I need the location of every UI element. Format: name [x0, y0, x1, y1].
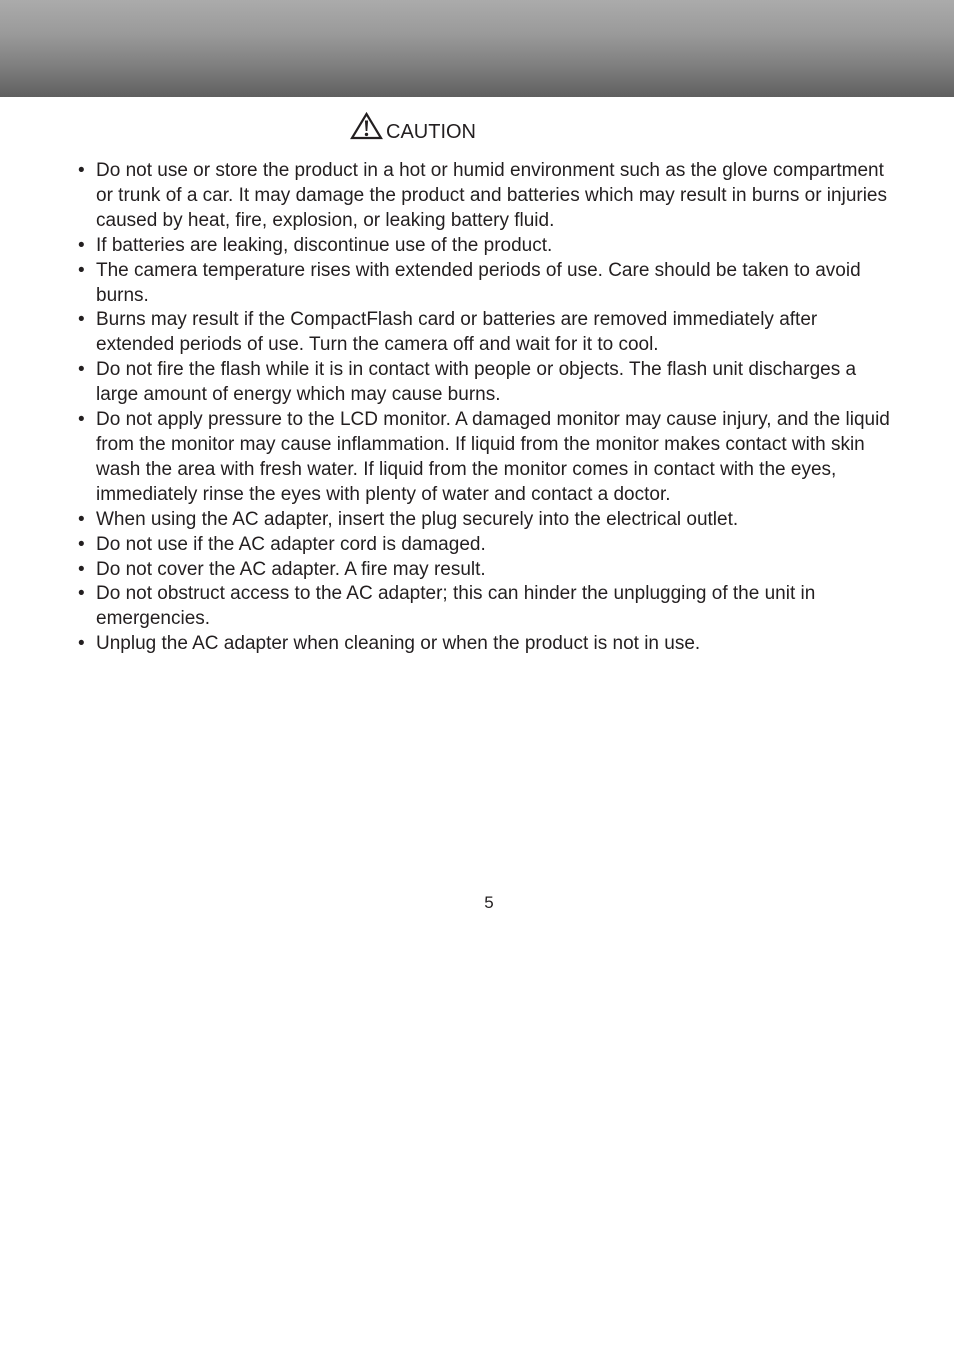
list-item	[0, 308, 896, 358]
list-item	[0, 259, 896, 309]
list-item-text: Do not use or store the product in a hot or humid environment such as the glove compartment or trunk of a car. It may damage the product and batteries which may result in burns or injuries caused by heat, fire, explosion, or leaking battery fluid.	[96, 160, 887, 231]
list-item	[0, 358, 896, 408]
bullet: •	[78, 259, 85, 281]
bullet: •	[78, 359, 85, 381]
list-item	[0, 508, 896, 533]
list-item-text: Do not cover the AC adapter. A fire may result.	[96, 558, 486, 580]
list-item-text: Do not obstruct access to the AC adapter; this can hinder the unplugging of the unit in emergencies.	[96, 583, 816, 630]
list-item-text: When using the AC adapter, insert the plug securely into the electrical outlet.	[96, 508, 739, 530]
caution-list	[0, 159, 954, 657]
list-item-text: The camera temperature rises with extended periods of use. Care should be taken to avoid burns.	[96, 259, 861, 306]
list-item	[0, 159, 896, 234]
list-item-text: Do not apply pressure to the LCD monitor. A damaged monitor may cause injury, and the liquid from the monitor may cause inflammation. If liquid from the monitor makes contact with skin wash the area with fresh water. If liquid from the monitor comes in contact with the eyes, immediately rinse the eyes with plenty of water and contact a doctor.	[96, 409, 890, 505]
list-item-text: Do not fire the flash while it is in contact with people or objects. The flash unit discharges a large amount of energy which may cause burns.	[96, 359, 857, 406]
page-number: 5	[484, 893, 494, 912]
list-item	[0, 632, 896, 657]
list-item-text: If batteries are leaking, discontinue use of the product.	[96, 234, 553, 256]
bullet: •	[78, 234, 85, 256]
list-item-text: Do not use if the AC adapter cord is damaged.	[96, 533, 486, 555]
list-item-text: Unplug the AC adapter when cleaning or when the product is not in use.	[96, 633, 701, 655]
bullet: •	[78, 583, 85, 605]
bullet: •	[78, 309, 85, 331]
caution-heading	[350, 114, 476, 144]
caution-label: CAUTION	[386, 121, 476, 143]
warning-triangle-icon	[350, 112, 383, 140]
header-band	[0, 0, 954, 97]
bullet: •	[78, 409, 85, 431]
bullet: •	[78, 558, 85, 580]
list-item	[0, 558, 896, 583]
list-item	[0, 408, 896, 508]
bullet: •	[78, 160, 85, 181]
list-item	[0, 533, 896, 558]
list-item	[0, 582, 896, 632]
list-item-text: Burns may result if the CompactFlash card or batteries are removed immediately after extended periods of use. Turn the camera off and wait for it to cool.	[96, 309, 818, 356]
bullet: •	[78, 508, 85, 530]
bullet: •	[78, 633, 85, 655]
list-item	[0, 234, 896, 259]
bullet: •	[78, 533, 85, 555]
